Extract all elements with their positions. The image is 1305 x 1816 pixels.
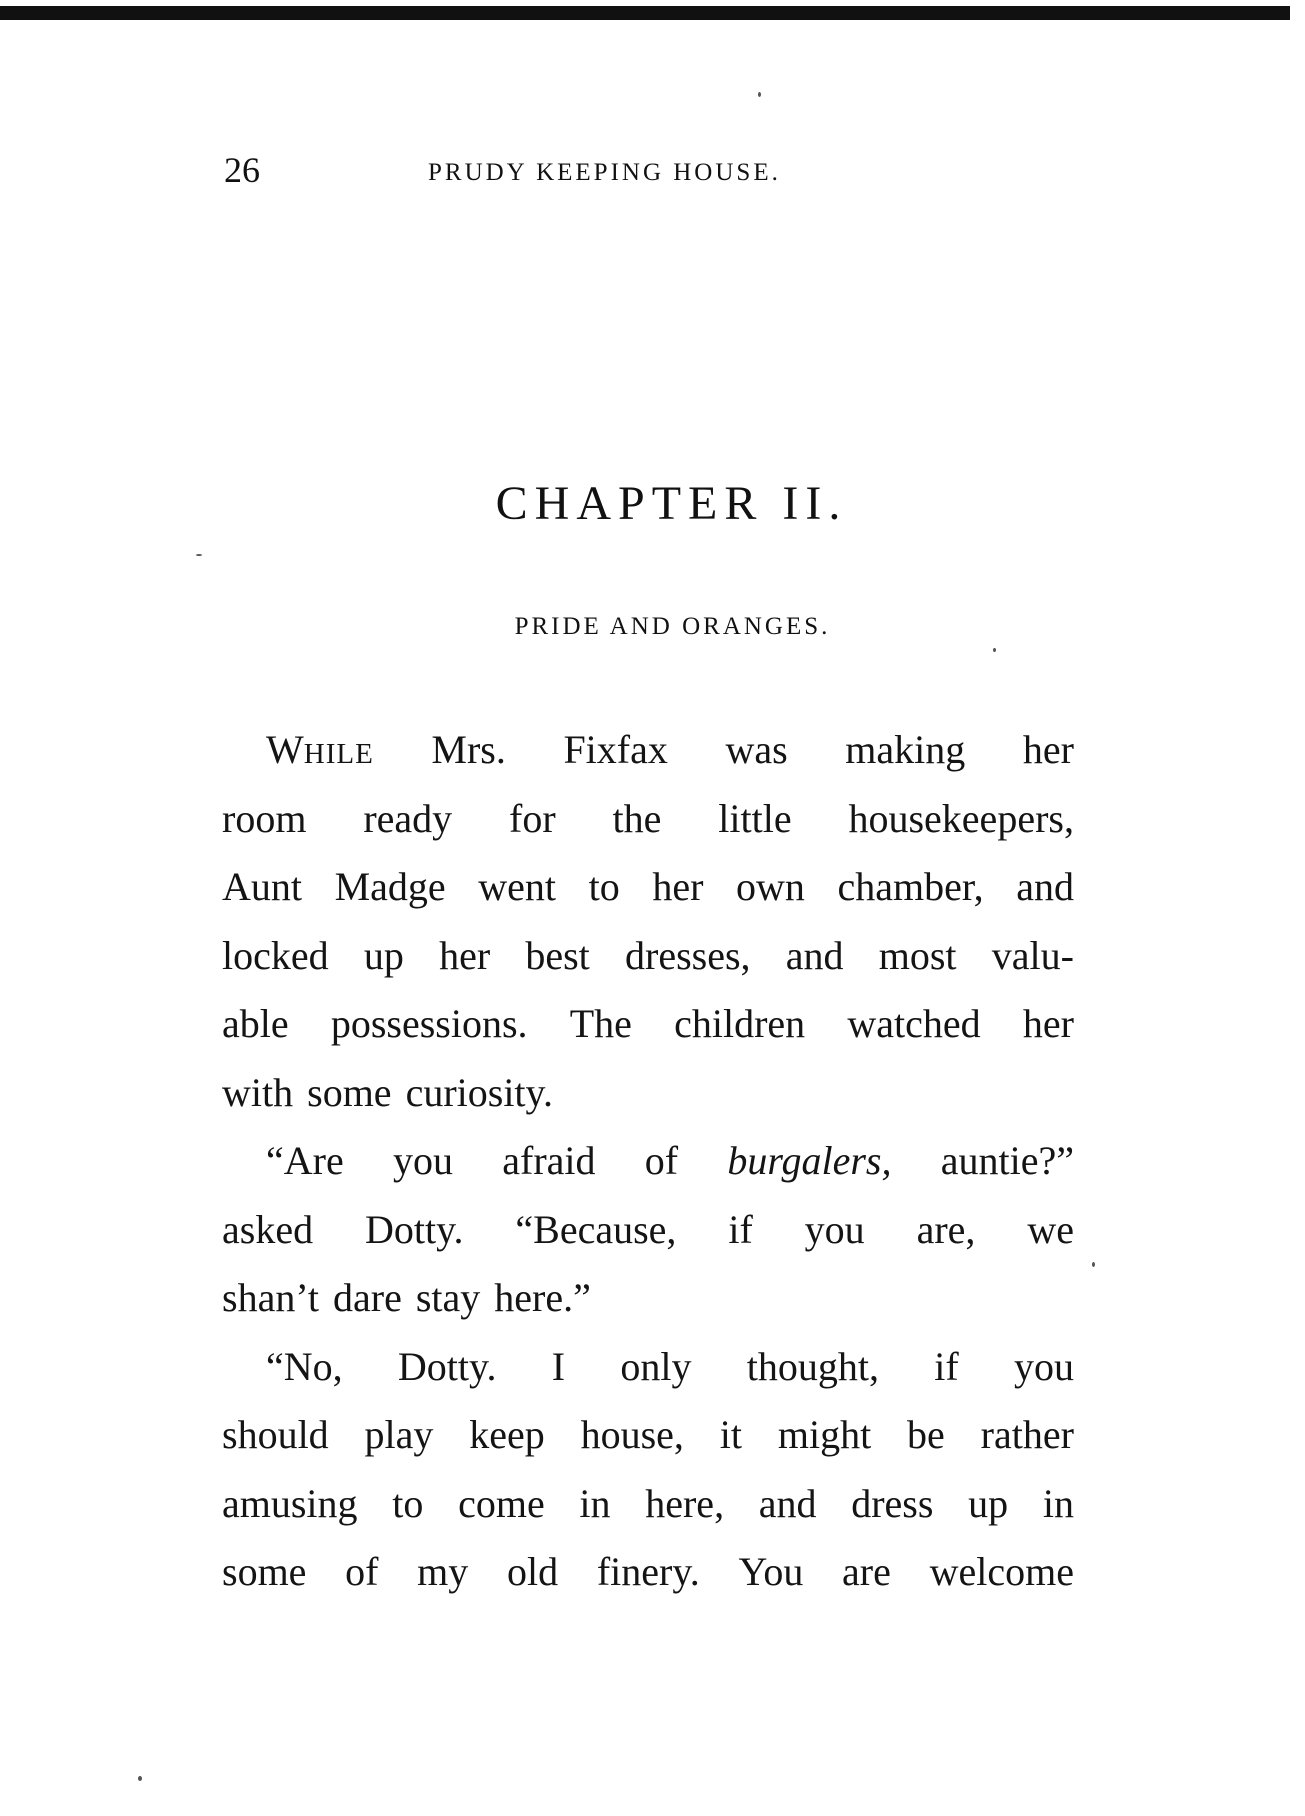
- word: thought,: [746, 1343, 879, 1389]
- word: watched: [847, 1001, 981, 1046]
- word: locked: [222, 932, 329, 978]
- italic-word: burgalers,: [727, 1138, 892, 1183]
- word: if: [934, 1343, 959, 1389]
- word: only: [620, 1343, 692, 1389]
- word: welcome: [929, 1549, 1074, 1594]
- word: stay: [415, 1275, 481, 1320]
- word: dress: [851, 1480, 934, 1526]
- word: you: [804, 1206, 865, 1252]
- word: You: [738, 1549, 804, 1594]
- text-line: [222, 990, 1074, 1059]
- word: chamber,: [837, 864, 984, 909]
- word: making: [845, 727, 966, 772]
- word: if: [728, 1206, 753, 1252]
- word: to: [588, 864, 620, 909]
- word: some: [222, 1549, 307, 1594]
- word: little: [718, 795, 792, 841]
- word: Mrs.: [431, 727, 506, 772]
- word: the: [612, 795, 662, 841]
- word: with: [222, 1069, 294, 1115]
- text-line: [222, 785, 1074, 854]
- word: Dotty.: [364, 1206, 464, 1252]
- scan-speck: [196, 554, 202, 556]
- body-text: [222, 716, 1074, 1607]
- text-line: [222, 1264, 1074, 1333]
- opening-word: [266, 716, 374, 785]
- word: Aunt: [222, 864, 302, 909]
- word: “No,: [266, 1343, 343, 1389]
- word: in: [1042, 1480, 1074, 1526]
- word: amusing: [222, 1480, 358, 1526]
- word: went: [478, 864, 557, 909]
- word: “Because,: [515, 1206, 677, 1252]
- word: of: [345, 1549, 379, 1594]
- word: dare: [333, 1275, 402, 1320]
- word: and: [785, 932, 844, 978]
- word: curiosity.: [405, 1069, 553, 1115]
- top-rule: [0, 6, 1290, 20]
- word: might: [777, 1412, 872, 1457]
- word: I: [551, 1343, 566, 1389]
- word: The: [569, 1001, 632, 1046]
- text-line: [222, 1401, 1074, 1470]
- word: room: [222, 795, 307, 841]
- word: for: [509, 795, 556, 841]
- word: most: [878, 932, 957, 978]
- word: Fixfax: [563, 727, 668, 772]
- word: here.”: [494, 1275, 591, 1320]
- text-line: [222, 1538, 1074, 1607]
- word: “Are: [266, 1138, 344, 1183]
- word: Dotty.: [397, 1343, 497, 1389]
- word: ready: [363, 795, 453, 841]
- word: her: [1022, 727, 1074, 772]
- drop-letter: W: [266, 727, 304, 772]
- word: best: [525, 932, 590, 978]
- word: here,: [645, 1480, 725, 1526]
- word: dresses,: [625, 932, 751, 978]
- text-line: [222, 1470, 1074, 1539]
- word: valu-: [991, 932, 1074, 978]
- page-header: [224, 148, 864, 198]
- word: in: [579, 1480, 611, 1526]
- word: house,: [580, 1412, 684, 1457]
- word: housekeepers,: [848, 795, 1074, 841]
- word: be: [907, 1412, 945, 1457]
- scan-speck: [1092, 1262, 1095, 1267]
- text-line: [222, 1333, 1074, 1402]
- word: Madge: [334, 864, 446, 909]
- word: some: [307, 1069, 392, 1115]
- scan-speck: [138, 1776, 142, 1781]
- word: able: [222, 1001, 289, 1046]
- running-title: PRUDY KEEPING HOUSE.: [428, 159, 781, 186]
- word: finery.: [596, 1549, 700, 1594]
- word: auntie?”: [940, 1138, 1074, 1183]
- word: are,: [916, 1206, 976, 1252]
- chapter-subtitle: PRIDE AND ORANGES.: [514, 613, 831, 640]
- word: you: [392, 1138, 453, 1183]
- text-line: [222, 1059, 1074, 1128]
- word: it: [719, 1412, 743, 1457]
- page-number: 26: [224, 150, 260, 190]
- word: asked: [222, 1206, 314, 1252]
- word: afraid: [502, 1138, 596, 1183]
- small-caps: HILE: [303, 738, 374, 770]
- word: children: [674, 1001, 806, 1046]
- chapter-title: CHAPTER II.: [495, 477, 848, 530]
- word: her: [652, 864, 704, 909]
- word: her: [439, 932, 491, 978]
- word: should: [222, 1412, 329, 1457]
- text-line: [222, 716, 1074, 785]
- scan-speck: [993, 648, 996, 652]
- word: shan’t: [222, 1275, 320, 1320]
- scan-speck: [758, 92, 761, 97]
- word: up: [363, 932, 404, 978]
- word: we: [1027, 1206, 1074, 1252]
- word: own: [736, 864, 805, 909]
- word: and: [1016, 864, 1074, 909]
- word: of: [644, 1138, 679, 1183]
- word: her: [1022, 1001, 1074, 1046]
- word: rather: [980, 1412, 1074, 1457]
- word: up: [968, 1480, 1009, 1526]
- word: keep: [469, 1412, 545, 1457]
- word: you: [1013, 1343, 1074, 1389]
- word: and: [758, 1480, 817, 1526]
- word: my: [417, 1549, 469, 1594]
- text-line: [222, 922, 1074, 991]
- text-line: [222, 1196, 1074, 1265]
- text-line: [222, 1127, 1074, 1196]
- text-line: [222, 853, 1074, 922]
- word: old: [507, 1549, 559, 1594]
- word: come: [458, 1480, 545, 1526]
- word: play: [364, 1412, 434, 1457]
- word: are: [842, 1549, 891, 1594]
- word: possessions.: [330, 1001, 528, 1046]
- word: was: [725, 727, 788, 772]
- word: to: [392, 1480, 424, 1526]
